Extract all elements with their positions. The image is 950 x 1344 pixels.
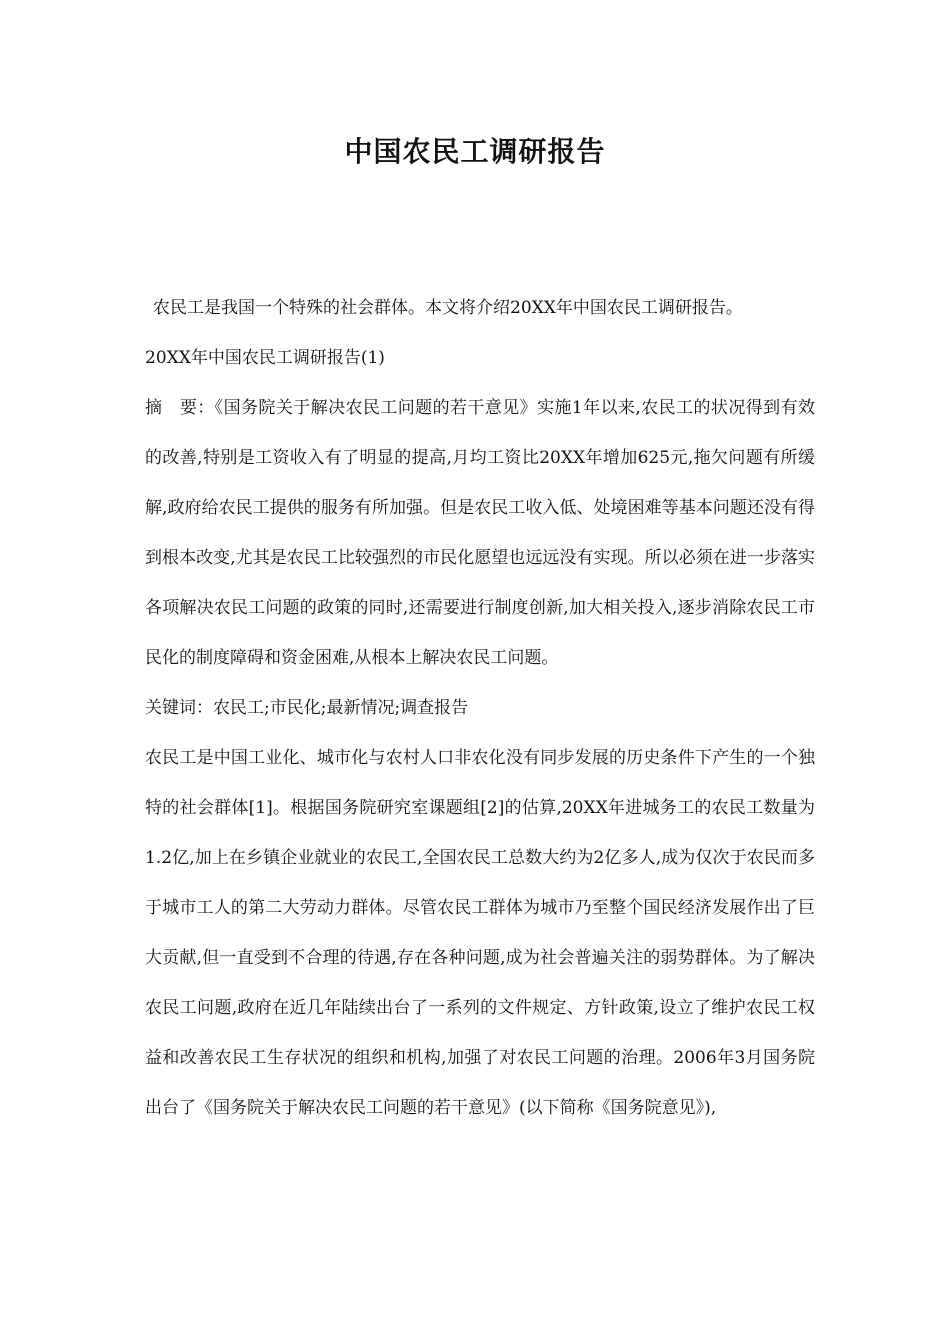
section-heading: 20XX年中国农民工调研报告(1)	[145, 348, 385, 368]
abstract-paragraph: 摘 要：《国务院关于解决农民工问题的若干意见》实施1年以来,农民工的状况得到有效的改善,特别是工资收入有了明显的提高,月均工资比20XX年增加625元,拖欠问题有所缓解,政府给农民工提供的服务有所加强。但是农民工收入低、处境困难等基本问题还没有得到根本改变,尤其是农民工比较强烈的市民化愿望也远远没有实现。所以必须在进一步落实各项解决农民工问题的政策的同时,还需要进行制度创新,加大相关投入,逐步消除农民工市民化的制度障碍和资金困难,从根本上解决农民工问题。	[145, 398, 815, 668]
document-body	[145, 283, 815, 1133]
intro-paragraph: 农民工是我国一个特殊的社会群体。本文将介绍20XX年中国农民工调研报告。	[153, 298, 743, 318]
document-title: 中国农民工调研报告	[344, 135, 606, 168]
keywords-paragraph: 关键词：农民工;市民化;最新情况;调查报告	[145, 698, 469, 718]
body-paragraph: 农民工是中国工业化、城市化与农村人口非农化没有同步发展的历史条件下产生的一个独特的社会群体[1]。根据国务院研究室课题组[2]的估算,20XX年进城务工的农民工数量为1.2亿,加上在乡镇企业就业的农民工,全国农民工总数大约为2亿多人,成为仅次于农民而多于城市工人的第二大劳动力群体。尽管农民工群体为城市乃至整个国民经济发展作出了巨大贡献,但一直受到不合理的待遇,存在各种问题,成为社会普遍关注的弱势群体。为了解决农民工问题,政府在近几年陆续出台了一系列的文件规定、方针政策,设立了维护农民工权益和改善农民工生存状况的组织和机构,加强了对农民工问题的治理。2006年3月国务院出台了《国务院关于解决农民工问题的若干意见》(以下简称《国务院意见》),	[145, 748, 815, 1118]
